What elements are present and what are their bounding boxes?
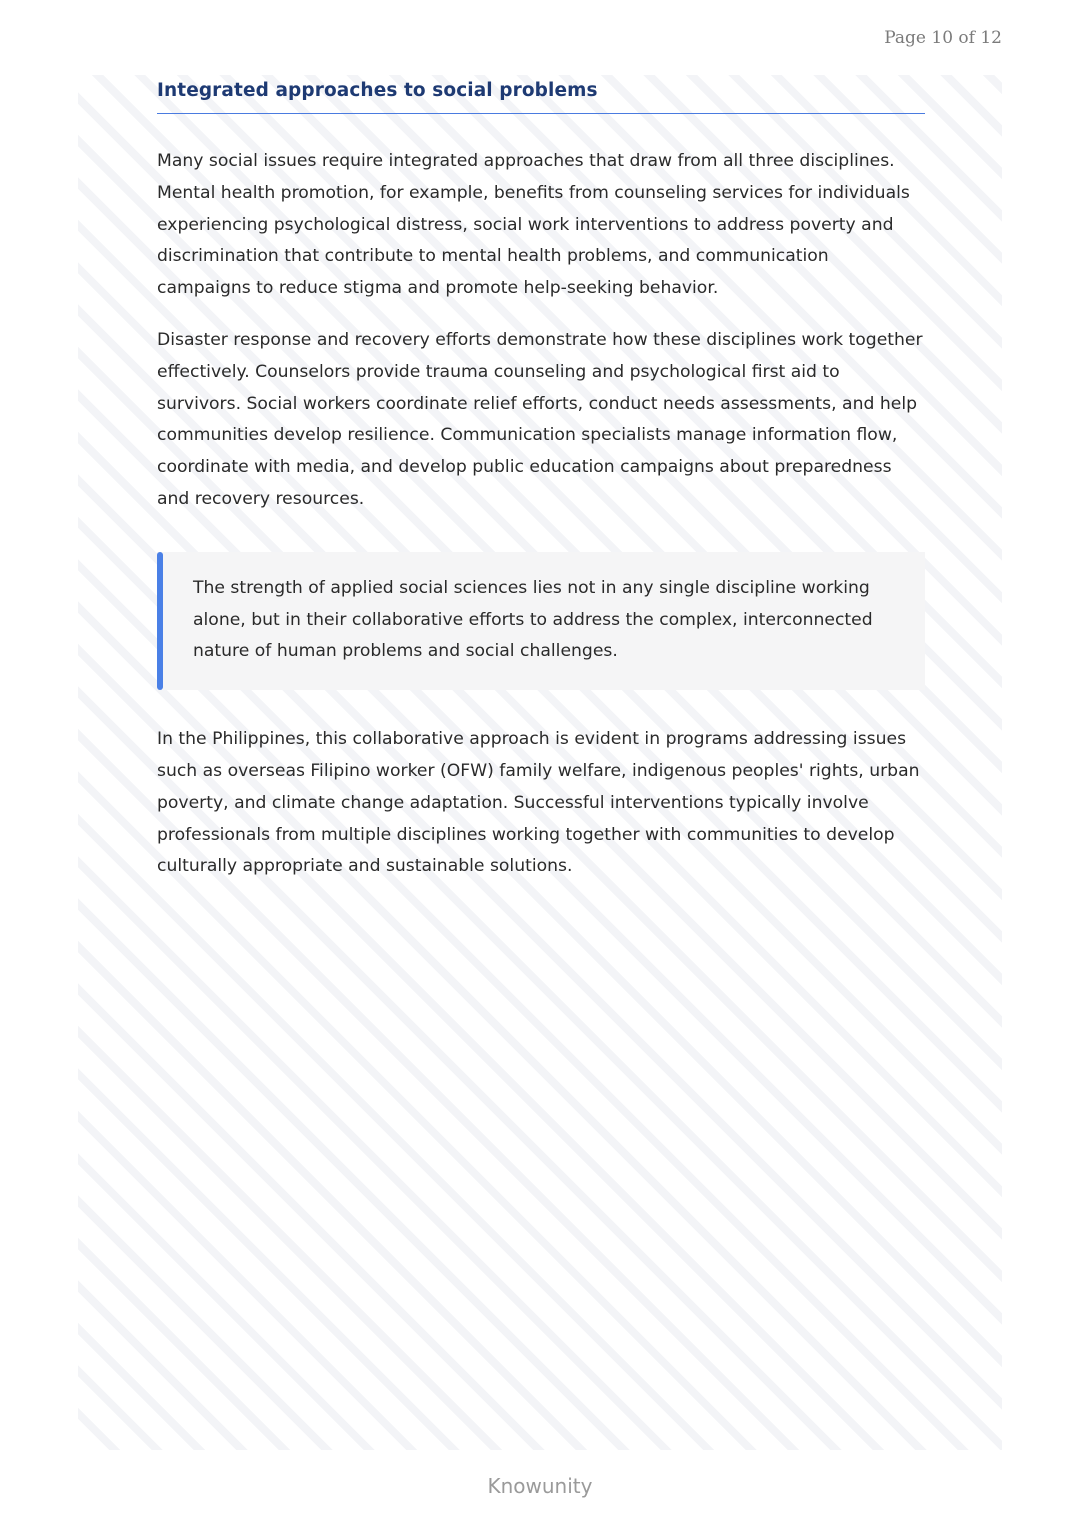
footer-brand: Knowunity (487, 1474, 593, 1498)
blockquote-text: The strength of applied social sciences lies not in any single discipline working alone, but in their collaborative efforts to address the complex, interconnected nature of human problems and social challenges. (193, 577, 873, 662)
blockquote (157, 552, 925, 690)
paragraph-philippines: In the Philippines, this collaborative approach is evident in programs addressing issues such as overseas Filipino worker (OFW) family welfare, indigenous peoples' rights, urban poverty, and climate change adaptation. Successful interventions typically involve professionals from multiple disciplines working together with communities to develop culturally appropriate and sustainable solutions. (157, 729, 920, 877)
page-number: Page 10 of 12 (884, 28, 1002, 48)
section-heading: Integrated approaches to social problems (157, 80, 925, 114)
paragraph-mental-health: Many social issues require integrated approaches that draw from all three disciplines. Mental health promotion, for example, benefits from counseling services for individuals experiencing psychological distress, social work interventions to address poverty and discrimination that contribute to mental health problems, and communication campaigns to reduce stigma and promote help-seeking behavior. (157, 151, 910, 299)
blockquote-accent-bar (157, 552, 163, 690)
document-content (157, 80, 925, 883)
paragraph-disaster-response: Disaster response and recovery efforts demonstrate how these disciplines work together effectively. Counselors provide trauma counseling and psychological first aid to survivors. Social workers coordinate relief efforts, conduct needs assessments, and help communities develop resilience. Communication specialists manage information flow, coordinate with media, and develop public education campaigns about preparedness and recovery resources. (157, 329, 923, 509)
